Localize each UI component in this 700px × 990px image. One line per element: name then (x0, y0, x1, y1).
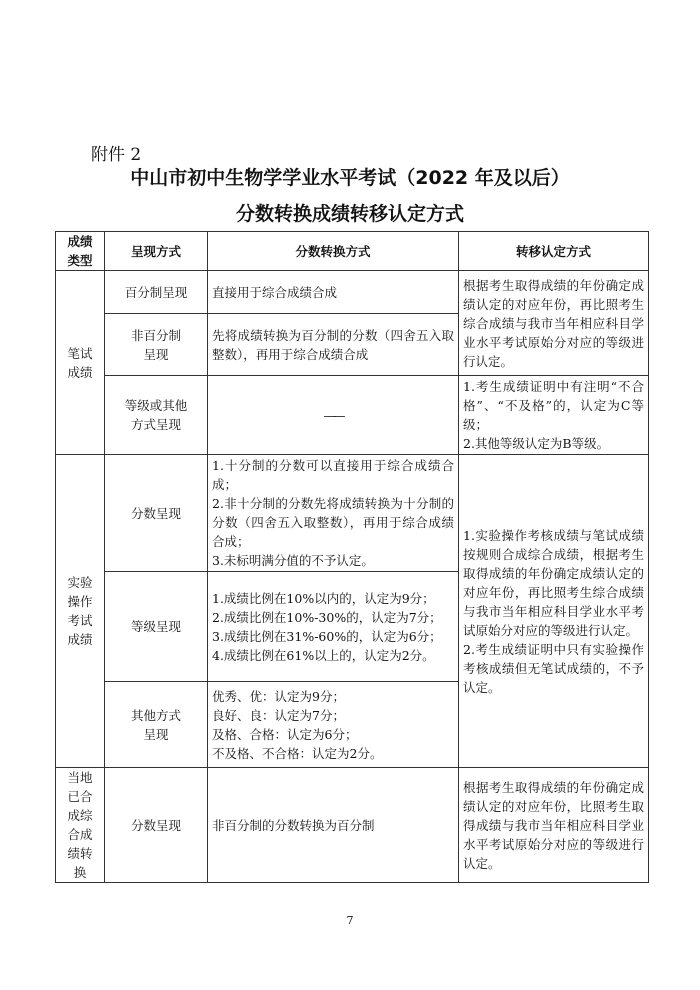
conversion-table (55, 231, 649, 883)
document-subtitle: 分数转换成绩转移认定方式 (235, 203, 464, 225)
document-title: 中山市初中生物学学业水平考试（2022 年及以后） (130, 167, 570, 189)
header-transfer: 转移认定方式 (459, 232, 649, 271)
dash-placeholder: —— (323, 407, 343, 423)
presentation-cell: 等级呈现 (105, 572, 208, 682)
conversion-cell: 1.十分制的分数可以直接用于综合成绩合成； 2.非十分制的分数先将成绩转换为十分制的分数（四舍五入取整数），再用于综合成绩合成； 3.未标明满分值的不予认定。 (208, 455, 459, 572)
presentation-cell: 分数呈现 (105, 455, 208, 572)
table-row (56, 376, 649, 455)
presentation-cell: 等级或其他方式呈现 (105, 376, 208, 455)
table-row (56, 271, 649, 314)
presentation-cell: 百分制呈现 (105, 271, 208, 314)
score-type-local: 当地已合成综合成绩转换 (56, 768, 105, 883)
table-row (56, 455, 649, 572)
page-number: 7 (346, 914, 354, 927)
header-conversion: 分数转换方式 (208, 232, 459, 271)
attachment-label: 附件 2 (91, 145, 142, 165)
conversion-cell (208, 376, 459, 455)
transfer-cell: 根据考生取得成绩的年份确定成绩认定的对应年份，再比照考生综合成绩与我市当年相应科目学业水平考试原始分对应的等级进行认定。 (459, 271, 649, 376)
score-type-written: 笔试成绩 (56, 271, 105, 455)
transfer-cell: 根据考生取得成绩的年份确定成绩认定的对应年份，比照考生取得成绩与我市当年相应科目学业水平考试原始分对应的等级进行认定。 (459, 768, 649, 883)
header-score-type: 成绩类型 (56, 232, 105, 271)
presentation-cell: 非百分制呈现 (105, 314, 208, 376)
transfer-cell: 1.实验操作考核成绩与笔试成绩按规则合成综合成绩，根据考生取得成绩的年份确定成绩认定的对应年份，再比照考生综合成绩与我市当年相应科目学业水平考试原始分对应的等级进行认定。 2.考生成绩证明中只有实验操作考核成绩但无笔试成绩的，不予认定。 (459, 455, 649, 768)
score-type-lab: 实验操作考试成绩 (56, 455, 105, 768)
conversion-cell: 直接用于综合成绩合成 (208, 271, 459, 314)
conversion-cell: 优秀、优：认定为9分； 良好、良：认定为7分； 及格、合格：认定为6分； 不及格、不合格：认定为2分。 (208, 682, 459, 768)
table-row (56, 768, 649, 883)
header-row (56, 232, 649, 271)
presentation-cell: 分数呈现 (105, 768, 208, 883)
conversion-cell: 1.成绩比例在10%以内的，认定为9分； 2.成绩比例在10%-30%的，认定为7分； 3.成绩比例在31%-60%的，认定为6分； 4.成绩比例在61%以上的，认定为2分。 (208, 572, 459, 682)
conversion-cell: 非百分制的分数转换为百分制 (208, 768, 459, 883)
presentation-cell: 其他方式呈现 (105, 682, 208, 768)
transfer-cell: 1.考生成绩证明中有注明“不合格”、“不及格”的，认定为C等级； 2.其他等级认定为B等级。 (459, 376, 649, 455)
conversion-cell: 先将成绩转换为百分制的分数（四舍五入取整数），再用于综合成绩合成 (208, 314, 459, 376)
header-presentation: 呈现方式 (105, 232, 208, 271)
